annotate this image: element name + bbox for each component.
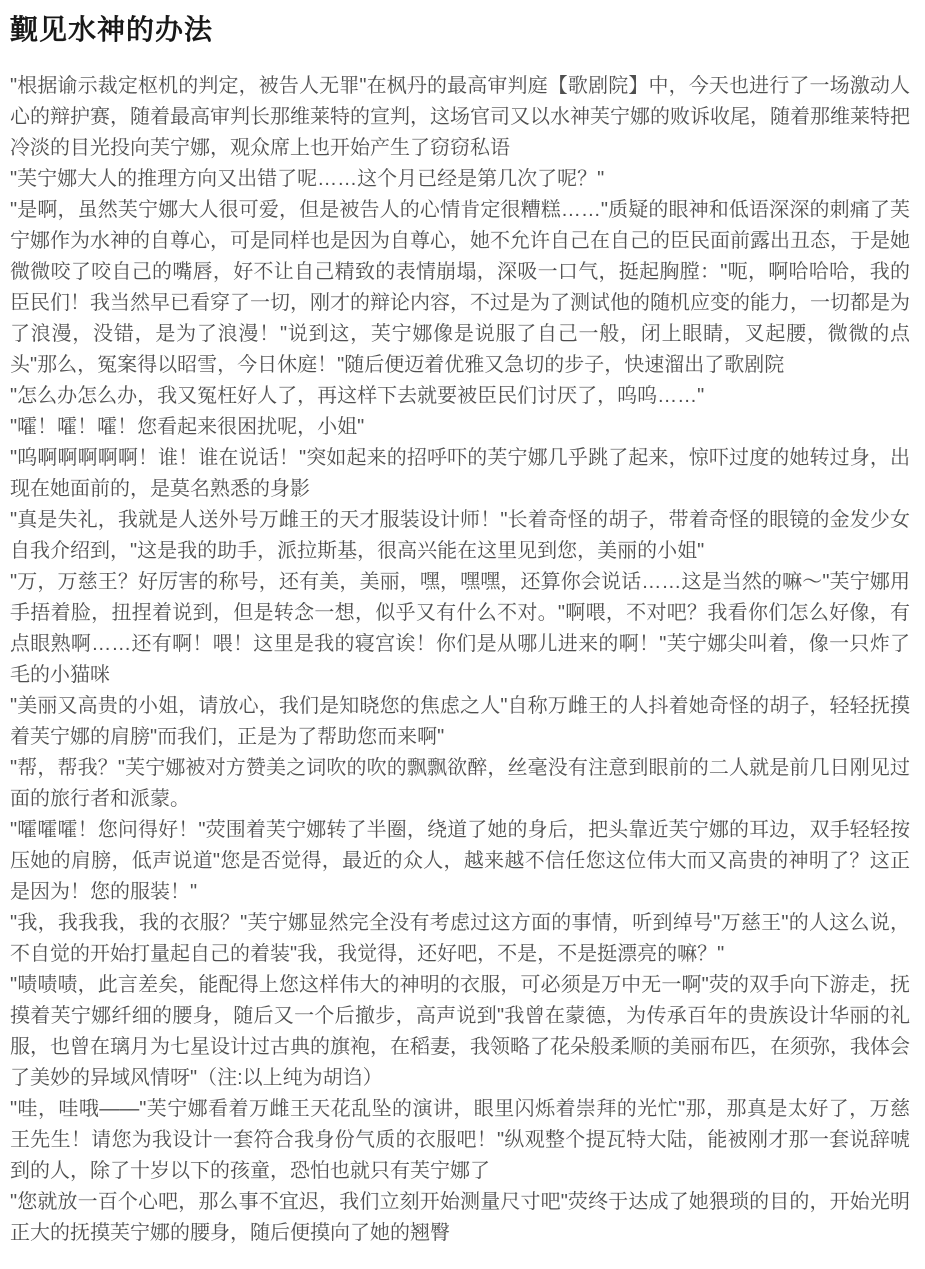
story-paragraph: "哇，哇哦——"芙宁娜看着万雌王天花乱坠的演讲，眼里闪烁着崇拜的光忙"那，那真是太好了，万慈王先生！请您为我设计一套符合我身份气质的衣服吧！"纵观整个提瓦特大陆，能被刚才那一套说辞唬到的人，除了十岁以下的孩童，恐怕也就只有芙宁娜了 (10, 1098, 910, 1182)
story-paragraph: "根据谕示裁定枢机的判定，被告人无罪"在枫丹的最高审判庭【歌剧院】中，今天也进行了一场激动人心的辩护赛，随着最高审判长那维莱特的宣判，这场官司又以水神芙宁娜的败诉收尾，随着那维莱特把冷淡的目光投向芙宁娜，观众席上也开始产生了窃窃私语 (10, 75, 910, 159)
story-paragraph: "芙宁娜大人的推理方向又出错了呢……这个月已经是第几次了呢？" (10, 168, 605, 190)
story-paragraph: "美丽又高贵的小姐，请放心，我们是知晓您的焦虑之人"自称万雌王的人抖着她奇怪的胡子，轻轻抚摸着芙宁娜的肩膀"而我们，正是为了帮助您而来啊" (10, 695, 910, 748)
story-paragraph: "真是失礼，我就是人送外号万雌王的天才服装设计师！"长着奇怪的胡子，带着奇怪的眼镜的金发少女自我介绍到，"这是我的助手，派拉斯基，很高兴能在这里见到您，美丽的小姐" (10, 509, 910, 562)
story-paragraph: "嚯！嚯！嚯！您看起来很困扰呢，小姐" (10, 416, 365, 438)
story-paragraph: "怎么办怎么办，我又冤枉好人了，再这样下去就要被臣民们讨厌了，呜呜……" (10, 385, 705, 407)
story-paragraph: "万，万慈王？好厉害的称号，还有美，美丽，嘿，嘿嘿，还算你会说话……这是当然的嘛～"芙宁娜用手捂着脸，扭捏着说到，但是转念一想，似乎又有什么不对。"啊喂，不对吧？我看你们怎么好像，有点眼熟啊……还有啊！喂！这里是我的寝宫诶！你们是从哪儿进来的啊！"芙宁娜尖叫着，像一只炸了毛的小猫咪 (10, 571, 910, 686)
story-paragraph: "帮，帮我？"芙宁娜被对方赞美之词吹的吹的飘飘欲醉，丝毫没有注意到眼前的二人就是前几日刚见过面的旅行者和派蒙。 (10, 757, 910, 810)
story-paragraph: "您就放一百个心吧，那么事不宜迟，我们立刻开始测量尺寸吧"荧终于达成了她猥琐的目的，开始光明正大的抚摸芙宁娜的腰身，随后便摸向了她的翘臀 (10, 1191, 910, 1244)
story-paragraph: "是啊，虽然芙宁娜大人很可爱，但是被告人的心情肯定很糟糕……"质疑的眼神和低语深深的刺痛了芙宁娜作为水神的自尊心，可是同样也是因为自尊心，她不允许自己在自己的臣民面前露出丑态，于是她微微咬了咬自己的嘴唇，好不让自己精致的表情崩塌，深吸一口气，挺起胸膛："呃，啊哈哈哈，我的臣民们！我当然早已看穿了一切，刚才的辩论内容，不过是为了测试他的随机应变的能力，一切都是为了浪漫，没错，是为了浪漫！"说到这，芙宁娜像是说服了自己一般，闭上眼睛，叉起腰，微微的点头"那么，冤案得以昭雪，今日休庭！"随后便迈着优雅又急切的步子，快速溜出了歌剧院 (10, 199, 910, 376)
page-title: 觐见水神的办法 (10, 14, 214, 45)
story-paragraph: "嚯嚯嚯！您问得好！"荧围着芙宁娜转了半圈，绕道了她的身后，把头靠近芙宁娜的耳边，双手轻轻按压她的肩膀，低声说道"您是否觉得，最近的众人，越来越不信任您这位伟大而又高贵的神明了？这正是因为！您的服装！" (10, 819, 910, 903)
story-paragraph: "啧啧啧，此言差矣，能配得上您这样伟大的神明的衣服，可必须是万中无一啊"荧的双手向下游走，抚摸着芙宁娜纤细的腰身，随后又一个后撤步，高声说到"我曾在蒙德，为传承百年的贵族设计华丽的礼服，也曾在璃月为七星设计过古典的旗袍，在稻妻，我领略了花朵般柔顺的美丽布匹，在须弥，我体会了美妙的异域风情呀"（注:以上纯为胡诌） (10, 974, 910, 1089)
story-paragraph: "我，我我我，我的衣服？"芙宁娜显然完全没有考虑过这方面的事情，听到绰号"万慈王"的人这么说，不自觉的开始打量起自己的着装"我，我觉得，还好吧，不是，不是挺漂亮的嘛？" (10, 912, 910, 965)
story-paragraph: "呜啊啊啊啊啊！谁！谁在说话！"突如起来的招呼吓的芙宁娜几乎跳了起来，惊吓过度的她转过身，出现在她面前的，是莫名熟悉的身影 (10, 447, 910, 500)
